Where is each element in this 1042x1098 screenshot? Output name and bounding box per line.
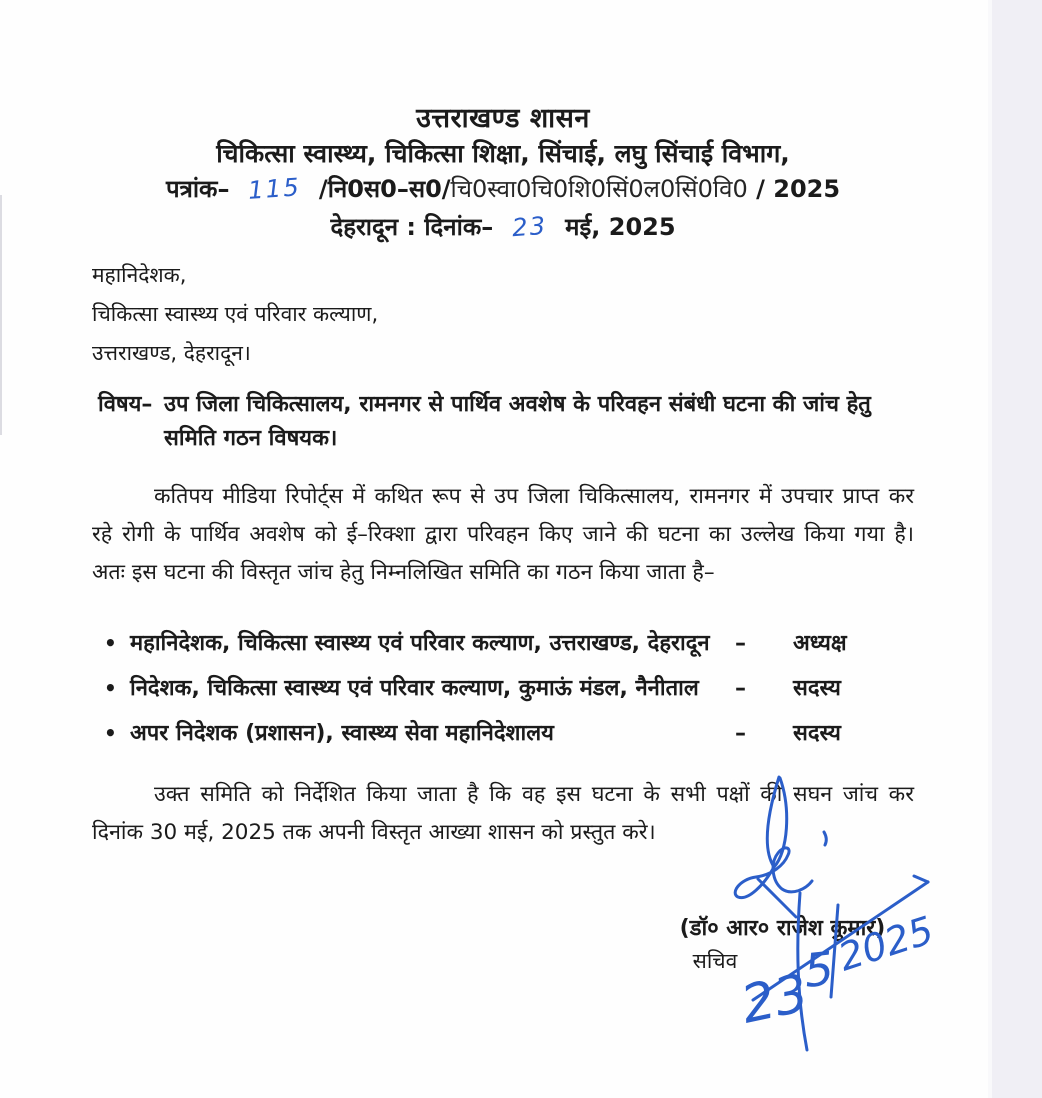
closing-line: दिनांक 30 मई, 2025 तक अपनी विस्तृत आख्या शासन को प्रस्तुत करे। bbox=[92, 820, 656, 845]
committee-row bbox=[104, 628, 904, 659]
department-title: चिकित्सा स्वास्थ्य, चिकित्सा शिक्षा, सिंचाई, लघु सिंचाई विभाग, bbox=[216, 139, 790, 168]
date-day-handwritten: 23 bbox=[510, 210, 548, 243]
letter-number-section: /नि0स0–स0/ bbox=[318, 175, 451, 203]
bullet-icon: • bbox=[104, 631, 117, 655]
subject-line2: समिति गठन विषयक। bbox=[164, 426, 338, 451]
letter-number-line bbox=[92, 172, 914, 205]
scan-edge-strip bbox=[988, 0, 1042, 1098]
committee-member: अपर निदेशक (प्रशासन), स्वास्थ्य सेवा महानिदेशालय bbox=[130, 721, 554, 746]
dash-separator: – bbox=[735, 631, 746, 656]
letter-number-dept-code: चि0स्वा0चि0शि0सिं0ल0सिं0वि0 bbox=[450, 175, 748, 203]
handwritten-month: 5 bbox=[801, 941, 837, 998]
committee-role: सदस्य bbox=[793, 721, 841, 746]
date-slash-barb bbox=[914, 876, 928, 882]
subject-line1: उप जिला चिकित्सालय, रामनगर से पार्थिव अवशेष के परिवहन संबंधी घटना की जांच हेतु bbox=[164, 392, 871, 417]
addressee-line: महानिदेशक, bbox=[92, 263, 187, 287]
letter-number-year: / 2025 bbox=[756, 175, 841, 203]
addressee-line: उत्तराखण्ड, देहरादून। bbox=[92, 341, 251, 365]
closing-paragraph bbox=[92, 776, 914, 852]
committee-role: सदस्य bbox=[793, 676, 841, 701]
scan-edge-artifact bbox=[0, 195, 2, 435]
body-paragraph bbox=[92, 478, 914, 592]
subject-text bbox=[164, 388, 871, 456]
body-line: कतिपय मीडिया रिपोर्ट्स में कथित रूप से उप जिला चिकित्सालय, रामनगर में उपचार प्राप्त कर bbox=[154, 484, 914, 509]
government-title: उत्तराखण्ड शासन bbox=[416, 103, 590, 134]
letter-number-handwritten: 115 bbox=[246, 172, 302, 205]
place-date-label: देहरादून : दिनांक– bbox=[330, 213, 494, 241]
handwritten-day: 23 bbox=[736, 963, 814, 1036]
letter-number-label: पत्रांक– bbox=[165, 175, 230, 203]
handwritten-year: 2025 bbox=[833, 907, 939, 980]
subject-block bbox=[98, 388, 898, 456]
committee-row bbox=[104, 718, 904, 749]
body-line: रहे रोगी के पार्थिव अवशेष को ई–रिक्शा द्वारा परिवहन किए जाने की घटना का उल्लेख किया गया है। bbox=[92, 522, 914, 547]
addressee-block bbox=[92, 256, 378, 373]
subject-label: विषय– bbox=[98, 392, 153, 417]
dash-separator: – bbox=[735, 676, 746, 701]
closing-line: उक्त समिति को निर्देशित किया जाता है कि वह इस घटना के सभी पक्षों की सघन जांच कर bbox=[154, 782, 914, 807]
place-date-line bbox=[92, 210, 914, 243]
committee-list bbox=[104, 628, 904, 763]
dash-separator: – bbox=[735, 721, 746, 746]
committee-role: अध्यक्ष bbox=[793, 631, 847, 656]
committee-member: निदेशक, चिकित्सा स्वास्थ्य एवं परिवार कल्याण, कुमाऊं मंडल, नैनीताल bbox=[130, 676, 699, 701]
addressee-line: चिकित्सा स्वास्थ्य एवं परिवार कल्याण, bbox=[92, 302, 379, 326]
committee-row bbox=[104, 673, 904, 704]
committee-member: महानिदेशक, चिकित्सा स्वास्थ्य एवं परिवार कल्याण, उत्तराखण्ड, देहरादून bbox=[130, 631, 710, 656]
place-date-rest: मई, 2025 bbox=[565, 213, 676, 241]
bullet-icon: • bbox=[104, 721, 117, 745]
body-line: अतः इस घटना की विस्तृत जांच हेतु निम्नलिखित समिति का गठन किया जाता है– bbox=[92, 560, 715, 585]
signatory-name: (डॉ० आर० राजेश कुमार) bbox=[679, 916, 886, 941]
bullet-icon: • bbox=[104, 676, 117, 700]
signatory-designation: सचिव bbox=[692, 949, 738, 973]
